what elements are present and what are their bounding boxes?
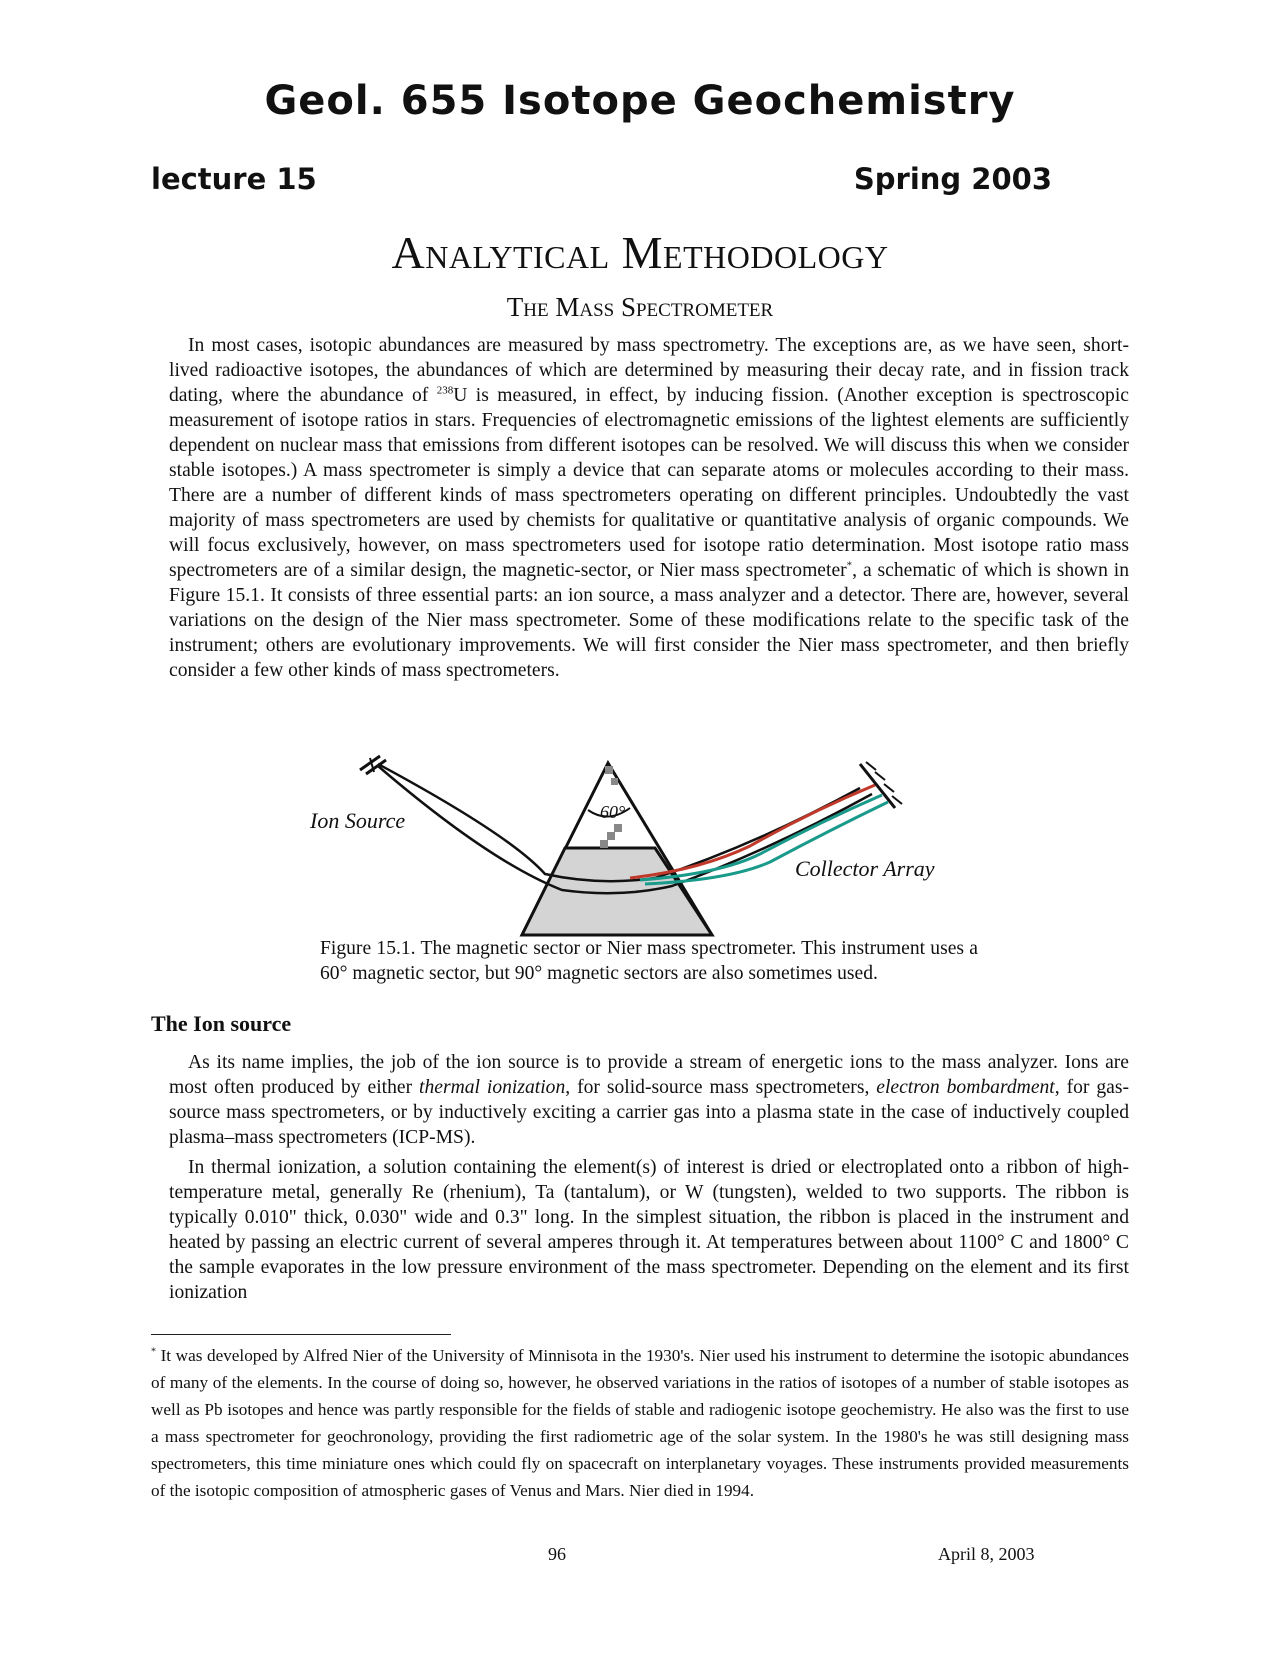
- section-heading: The Ion source: [151, 1011, 292, 1036]
- angle-dash: [607, 832, 615, 840]
- angle-dash: [614, 824, 622, 832]
- footnote-text: It was developed by Alfred Nier of the University of Minnisota in the 1930's. Nier used his instrument to determine the isotopic abundances of many of the elements. In the course of doing so, however, he observed variations in the ratios of isotopes of a number of stable isotopes as well as Pb isotopes and hence was partly responsible for the fields of stable and radiogenic isotope geochemistry. He also was the first to use a mass spectrometer for geochronology, providing the first radiometric age of the solar system. In the 1980's he was still designing mass spectrometers, this time miniature ones which could fly on spacecraft on interplanetary voyages. These instruments provided measurements of the isotopic composition of atmospheric gases of Venus and Mars. Nier died in 1994.: [151, 1346, 1129, 1500]
- figure-caption: Figure 15.1. The magnetic sector or Nier mass spectrometer. This instrument uses a 60° magnetic sector, but 90° magnetic sectors are also sometimes used.: [320, 938, 978, 984]
- angle-dash: [600, 840, 608, 848]
- angle-dash: [611, 778, 618, 785]
- ion-source-paragraph-1: [169, 1050, 1129, 1150]
- chapter-title: Analytical Methodology: [391, 227, 889, 278]
- ion-source-text-c: , for gas-source mass spectrometers, or by inductively exciting a carrier gas into a plasma state in the case of inductively coupled plasma–mass spectrometers (ICP-MS).: [169, 1077, 1129, 1148]
- isotope-superscript: 238: [436, 384, 454, 397]
- ion-source-text-a: As its name implies, the job of the ion source is to provide a stream of energetic ions to the mass analyzer. Ions are most often produced by either: [169, 1052, 1129, 1098]
- intro-text-2: U is measured, in effect, by inducing fission. (Another exception is spectroscopic measurement of isotope ratios in stars. Frequencies of electromagnetic emissions of the lightest elements are sufficiently dependent on nuclear mass that emissions from different isotopes can be resolved. We will discuss this when we consider stable isotopes.) A mass spectrometer is simply a device that can separate atoms or molecules according to their mass. There are a number of different kinds of mass spectrometers operating on different principles. Undoubtedly the vast majority of mass spectrometers are used by chemists for qualitative or quantitative analysis of organic compounds. We will focus exclusively, however, on mass spectrometers used for isotope ratio determination. Most isotope ratio mass spectrometers are of a similar design, the magnetic-sector, or Nier mass spectrometer: [169, 385, 1129, 581]
- footnote-marker: *: [846, 559, 853, 572]
- footnote-divider: [151, 1334, 451, 1335]
- magnetic-sector-fill: [522, 848, 712, 935]
- page-number: 96: [548, 1544, 566, 1564]
- page-date: April 8, 2003: [938, 1544, 1035, 1564]
- ion-source-text-b: , for solid-source mass spectrometers,: [565, 1077, 877, 1098]
- angle-label: 60°: [600, 802, 626, 822]
- term-label: Spring 2003: [853, 162, 1052, 196]
- section-subtitle: The Mass Spectrometer: [506, 292, 774, 322]
- emphasis-thermal-ionization: thermal ionization: [419, 1077, 566, 1098]
- intro-text-3: , a schematic of which is shown in Figure 15.1. It consists of three essential parts: an ion source, a mass analyzer and a detector. There are, however, several variations on the design of the Nier mass spectrometer. Some of these modifications relate to the specific task of the instrument; others are evolutionary improvements. We will first consider the Nier mass spectrometer, and then briefly consider a few other kinds of mass spectrometers.: [169, 560, 1130, 681]
- ion-source-paragraph-2: In thermal ionization, a solution containing the element(s) of interest is dried or electroplated onto a ribbon of high-temperature metal, generally Re (rhenium), Ta (tantalum), or W (tungsten), welded to two supports. The ribbon is typically 0.010" thick, 0.030" wide and 0.3" long. In the simplest situation, the ribbon is placed in the instrument and heated by passing an electric current of several amperes through it. At temperatures between about 1100° C and 1800° C the sample evaporates in the low pressure environment of the mass spectrometer. Depending on the element and its first ionization: [169, 1157, 1129, 1303]
- footnote-mark: *: [151, 1346, 156, 1358]
- ion-source-label: Ion Source: [310, 808, 406, 833]
- course-title: Geol. 655 Isotope Geochemistry: [264, 78, 1016, 124]
- collector-array-label: Collector Array: [795, 856, 935, 881]
- footnote: [151, 1342, 1129, 1504]
- angle-dash: [605, 766, 613, 774]
- mass-spectrometer-diagram: [300, 750, 980, 945]
- intro-text-1: In most cases, isotopic abundances are measured by mass spectrometry. The exceptions are, as we have seen, short-lived radioactive isotopes, the abundances of which are determined by measuring their decay rate, and in fission track dating, where the abundance of: [169, 335, 1129, 406]
- intro-paragraph: [169, 333, 1129, 683]
- lecture-number: lecture 15: [151, 162, 317, 196]
- emphasis-electron-bombardment: electron bombardment: [876, 1077, 1055, 1098]
